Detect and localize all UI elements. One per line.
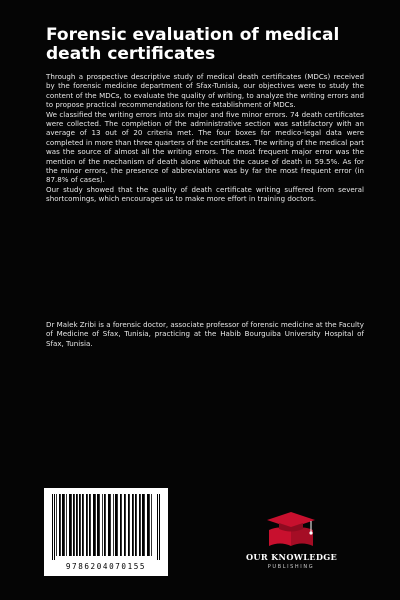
barcode-bar: [102, 494, 103, 556]
barcode-bar: [97, 494, 100, 556]
barcode-bar: [93, 494, 96, 556]
publisher-logo: [246, 508, 336, 578]
barcode-bars: [50, 494, 162, 560]
publisher-name: OUR KNOWLEDGE: [246, 552, 338, 562]
abstract-paragraph-2: We classified the writing errors into six major and five minor errors. 74 death certificates were collected. The completion of the administrative section was satisfactory with an average of 13 out of 20 criteria met. The four boxes for medico-legal data were completed in more than three quarters of the certificates. The writing of the medical part was the source of almost all the writing errors. The most frequent major error was the mention of the mechanism of death alone without the cause of death in 59.5%. As for the minor errors, the presence of abbreviations was by far the most frequent error (in 87.8% of cases).: [46, 109, 364, 185]
book-title: Forensic evaluation of medical death certificates: [46, 25, 340, 64]
barcode-bar: [128, 494, 130, 556]
abstract-paragraph-3: Our study showed that the quality of death certificate writing suffered from several shortcomings, which encourages us to make more effort in training doctors.: [46, 184, 364, 204]
barcode-bar: [89, 494, 91, 556]
barcode-bar: [124, 494, 126, 556]
barcode-bar: [115, 494, 118, 556]
barcode-bar: [108, 494, 111, 556]
graduation-cap-book-icon: [261, 508, 321, 550]
barcode-bar: [104, 494, 106, 556]
barcode-bar: [135, 494, 137, 556]
barcode-bar: [69, 494, 72, 556]
barcode-bar: [76, 494, 78, 556]
barcode-bar: [157, 494, 158, 560]
barcode-bar: [120, 494, 122, 556]
barcode-bar: [79, 494, 81, 556]
barcode-bar: [86, 494, 88, 556]
barcode-bar: [113, 494, 114, 556]
barcode-bar: [151, 494, 152, 556]
isbn-barcode: [44, 488, 168, 576]
author-bio: Dr Malek Zribi is a forensic doctor, associate professor of forensic medicine at the Faculty of Medicine of Sfax, Tunisia, practicing at the Habib Bourguiba University Hospital of Sfax, Tunisia.: [46, 320, 364, 348]
barcode-bar: [54, 494, 55, 560]
barcode-bar: [59, 494, 61, 556]
abstract: [46, 72, 364, 204]
barcode-bar: [139, 494, 141, 556]
isbn-digits: 9786204070155: [65, 562, 147, 571]
barcode-bar: [66, 494, 67, 556]
barcode-bar: [132, 494, 134, 556]
abstract-paragraph-1: Through a prospective descriptive study of medical death certificates (MDCs) received by the forensic medicine department of Sfax-Tunisia, our objectives were to study the content of the MDCs, to evaluate the quality of writing, to analyze the writing errors and to propose practical recommendations for the establishment of MDCs.: [46, 72, 364, 110]
barcode-bar: [62, 494, 65, 556]
barcode-bar: [82, 494, 84, 556]
barcode-bar: [147, 494, 150, 556]
publisher-tagline: PUBLISHING: [267, 564, 315, 570]
barcode-bar: [52, 494, 53, 560]
barcode-bar: [56, 494, 57, 556]
barcode-bar: [142, 494, 145, 556]
barcode-bar: [73, 494, 75, 556]
barcode-bar: [159, 494, 160, 560]
